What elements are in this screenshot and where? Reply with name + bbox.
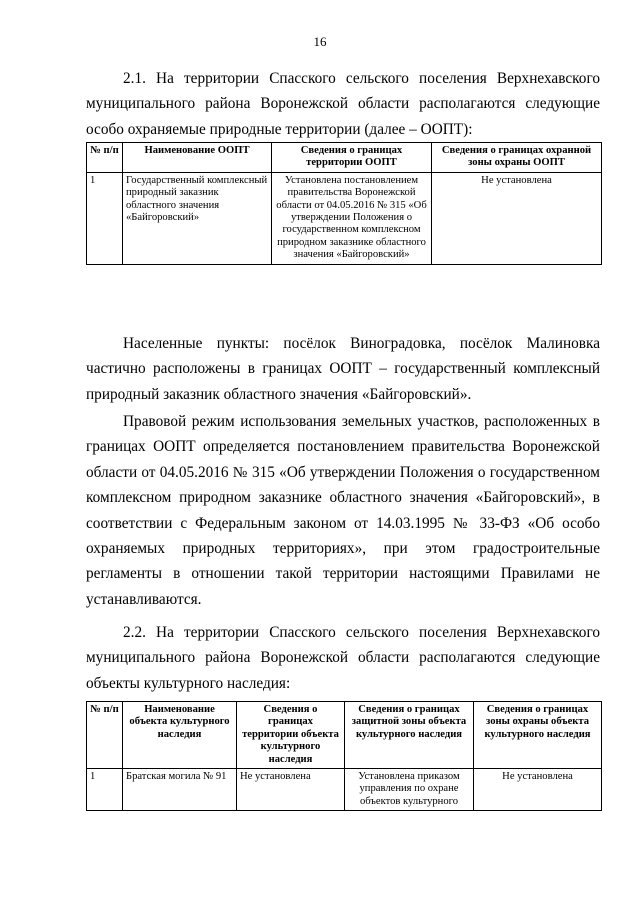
page-number: 16 (313, 34, 327, 49)
header-name: Наименование ООПТ (123, 143, 272, 173)
cell-protective-zone: Установлена приказом управления по охране объектов культурного (345, 769, 474, 811)
paragraph-2-1: 2.1. На территории Спасского сельского поселения Верхнехавского муниципального района Воронежской области располагаются следующие особо охраняемые природные территории (далее – ООПТ): (86, 70, 600, 138)
table-row (87, 769, 602, 811)
cell-name: Государственный комплексный природный заказник областного значения «Байгоровский» (123, 172, 272, 264)
cell-territory-bounds: Не установлена (237, 769, 345, 811)
cell-protection-zone: Не установлена (432, 172, 602, 264)
header-territory-bounds: Сведения о границах территории ООПТ (272, 143, 432, 173)
cell-number: 1 (87, 769, 123, 811)
paragraph-2-2: 2.2. На территории Спасского сельского поселения Верхнехавского муниципального района Воронежской области располагаются следующие объекты культурного наследия: (86, 624, 600, 692)
cell-protection-zone: Не установлена (474, 769, 602, 811)
header-protection-zone: Сведения о границах зоны охраны объекта культурного наследия (474, 702, 602, 769)
header-object-name: Наименование объекта культурного наследия (123, 702, 237, 769)
cell-object-name: Братская могила № 91 (123, 769, 237, 811)
table-header-row (87, 702, 602, 769)
cell-territory-bounds: Установлена постановлением правительства Воронежской области от 04.05.2016 № 315 «Об утверждении Положения о государственном комплексном природном заказнике областного значения «Байгоровский» (272, 172, 432, 264)
table-header-row (87, 143, 602, 173)
header-number: № п/п (87, 143, 123, 173)
protected-areas-table (86, 142, 602, 265)
table-row (87, 172, 602, 264)
paragraph-legal-regime: Правовой режим использования земельных участков, расположенных в границах ООПТ определяется постановлением правительства Воронежской области от 04.05.2016 № 315 «Об утверждении Положения о государственном комплексном природном заказнике областного значения «Байгоровский», в соответствии с Федеральным законом от 14.03.1995 № 33-ФЗ «Об особо охраняемых природных территориях», при этом градостроительные регламенты в отношении такой территории настоящими Правилами не устанавливаются. (86, 413, 600, 608)
header-protective-zone: Сведения о границах защитной зоны объекта культурного наследия (345, 702, 474, 769)
header-territory-bounds: Сведения о границах территории объекта культурного наследия (237, 702, 345, 769)
header-number: № п/п (87, 702, 123, 769)
cell-number: 1 (87, 172, 123, 264)
cultural-heritage-table (86, 701, 602, 811)
header-protection-zone: Сведения о границах охранной зоны охраны ООПТ (432, 143, 602, 173)
paragraph-settlements: Населенные пункты: посёлок Виноградовка, посёлок Малиновка частично расположены в границах ООПТ – государственный комплексный природный заказник областного значения «Байгоровский». (86, 335, 600, 403)
